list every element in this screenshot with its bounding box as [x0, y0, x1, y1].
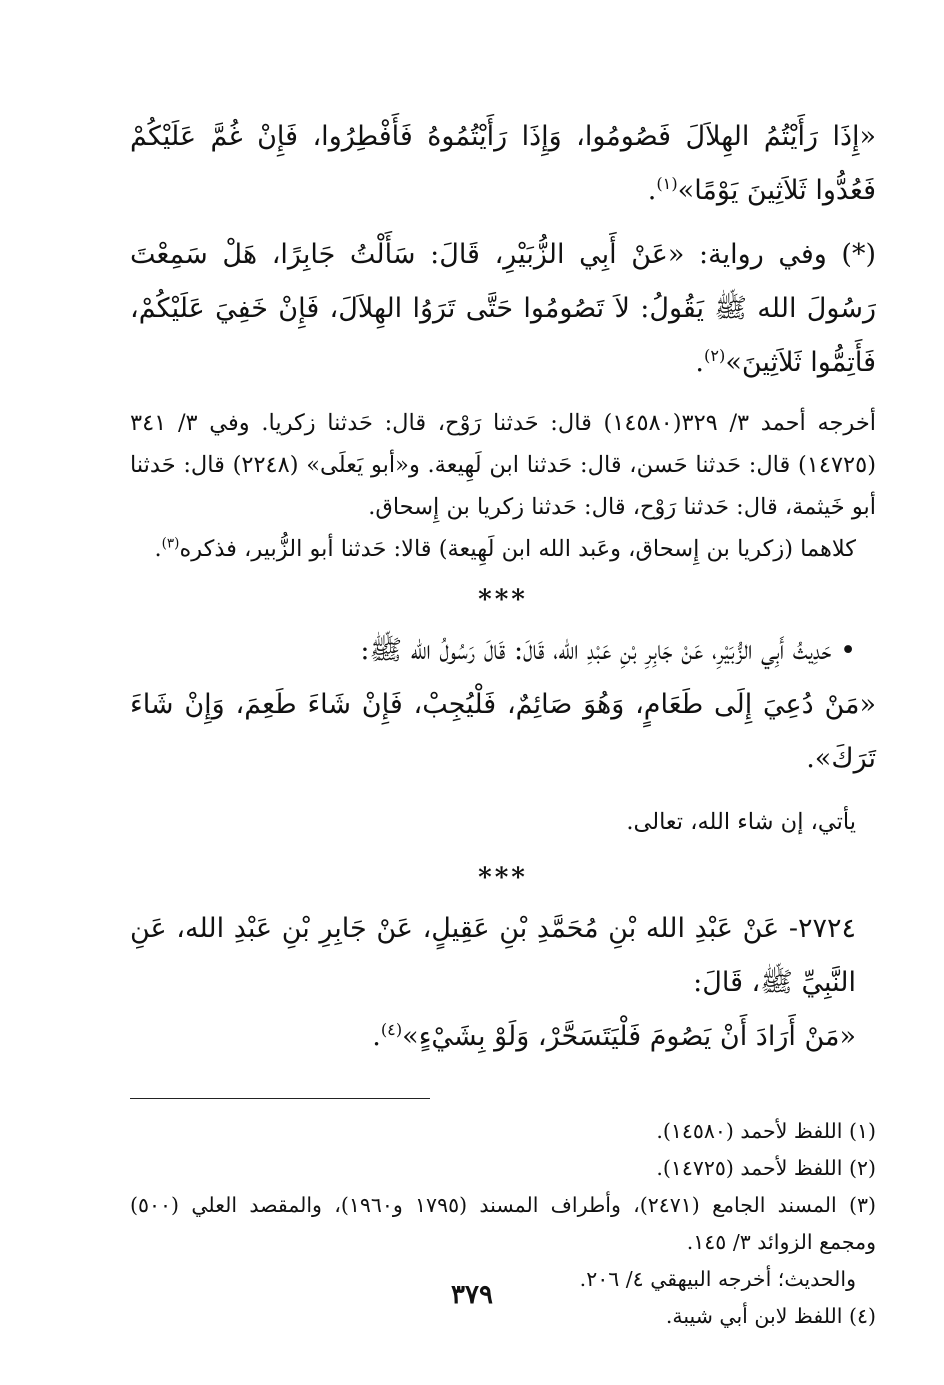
hadith-2724-heading: ٢٧٢٤- عَنْ عَبْدِ الله بْنِ مُحَمَّدِ بْنِ عَقِيلٍ، عَنْ جَابِرِ بْنِ عَبْدِ الله، عَنِ النَّبِيِّ ﷺ، قَالَ: [130, 913, 856, 998]
footnote-2: (٢) اللفظ لأحمد (١٤٧٢٥). [656, 1156, 876, 1180]
riwaya-paragraph: (*) وفي رواية: «عَنْ أَبِي الزُّبَيْرِ، قَالَ: سَأَلْتُ جَابِرًا، هَلْ سَمِعْتَ رَسُولَ الله ﷺ يَقُولُ: لاَ تَصُومُوا حَتَّى تَرَوُا الهِلاَلَ، فَإِنْ خَفِيَ عَلَيْكُمْ، فَأَتِمُّوا ثَلاَثِينَ»$^{(٢)}$. [130, 239, 876, 378]
kilahuma-line: كلاهما (زكريا بن إِسحاق، وعَبد الله ابن لَهِيعة) قالا: حَدثنا أبو الزُّبير، فذكره$^{(٣)}$. [154, 535, 856, 562]
hadith-text-1-body: «إِذَا رَأَيْتُمُ الهِلاَلَ فَصُومُوا، وَإِذَا رَأَيْتُمُوهُ فَأَفْطِرُوا، فَإِنْ غُمَّ عَلَيْكُمْ فَعُدُّوا ثَلاَثِينَ يَوْمًا» [130, 121, 876, 206]
main-text-2 [130, 624, 876, 786]
footnote-4: (٤) اللفظ لابن أبي شيبة. [665, 1304, 876, 1328]
section-divider-stars-2: *** [478, 863, 528, 893]
footnote-ref-2: (٢) [703, 346, 726, 365]
footnote-ref-4: (٤) [380, 1020, 403, 1039]
footnote-ref-1: (١) [656, 174, 678, 193]
section-divider-stars: *** [478, 585, 528, 615]
hadith-2724-text: «مَنْ أَرَادَ أَنْ يَصُومَ فَلْيَتَسَحَّرْ، وَلَوْ بِشَيْءٍ»$^{(٤)}$. [372, 1020, 856, 1052]
footnote-3-continuation: والحديث؛ أخرجه البيهقي ٤/ ٢٠٦. [579, 1267, 856, 1291]
footnote-separator [130, 1098, 430, 1099]
main-text-3 [130, 902, 876, 1064]
yati-note: يأتي، إن شاء الله، تعالى. [626, 809, 856, 835]
main-text [130, 110, 876, 390]
page-body [130, 110, 876, 1335]
hadith-text-1: «إِذَا رَأَيْتُمُ الهِلاَلَ فَصُومُوا، وَإِذَا رَأَيْتُمُوهُ فَأَفْطِرُوا، فَإِنْ غُمَّ عَلَيْكُمْ فَعُدُّوا ثَلاَثِينَ يَوْمًا»$^{(١)}$. [130, 121, 876, 206]
footnote-ref-3: (٣) [161, 535, 180, 552]
footnote-3: (٣) المسند الجامع (٢٤٧١)، وأطراف المسند (١٧٩٥ و١٩٦٠)، والمقصد العلي (٥٠٠) ومجمع الزوائد ٣/ ١٤٥. [130, 1193, 876, 1254]
hadith-2724-body: «مَنْ أَرَادَ أَنْ يَصُومَ فَلْيَتَسَحَّرْ، وَلَوْ بِشَيْءٍ» [402, 1021, 856, 1052]
hadith-heading: • حَدِيثُ أَبِي الزُّبَيْرِ، عَنْ جَابِرِ بْنِ عَبْدِ الله، قَالَ: قَالَ رَسُولُ الله ﷺ: [360, 635, 856, 666]
riwaya-body: (*) وفي رواية: «عَنْ أَبِي الزُّبَيْرِ، قَالَ: سَأَلْتُ جَابِرًا، هَلْ سَمِعْتَ رَسُولَ الله ﷺ يَقُولُ: لاَ تَصُومُوا حَتَّى تَرَوُا الهِلاَلَ، فَإِنْ خَفِيَ عَلَيْكُمْ، فَأَتِمُّوا ثَلاَثِينَ» [130, 239, 876, 378]
takhrij-paragraph: أخرجه أحمد ٣/ ٣٢٩(١٤٥٨٠) قال: حَدثنا رَوْح، قال: حَدثنا زكريا. وفي ٣/ ٣٤١ (١٤٧٢٥) قال: حَدثنا حَسن، قال: حَدثنا ابن لَهِيعة. و«أبو يَعلَى» (٢٢٤٨) قال: حَدثنا أبو خَيثمة، قال: حَدثنا رَوْح، قال: حَدثنا زكريا بن إِسحاق. [130, 410, 877, 520]
page-number: ٣٧٩ [451, 1280, 493, 1310]
hadith-text-2: «مَنْ دُعِيَ إِلَى طَعَامٍ، وَهُوَ صَائِمٌ، فَلْيُجِبْ، فَإِنْ شَاءَ طَعِمَ، وَإِنْ شَاءَ تَرَكَ». [130, 689, 877, 774]
kilahuma-body: كلاهما (زكريا بن إِسحاق، وعَبد الله ابن لَهِيعة) قالا: حَدثنا أبو الزُّبير، فذكره [179, 536, 856, 562]
footnote-1: (١) اللفظ لأحمد (١٤٥٨٠). [656, 1119, 876, 1143]
